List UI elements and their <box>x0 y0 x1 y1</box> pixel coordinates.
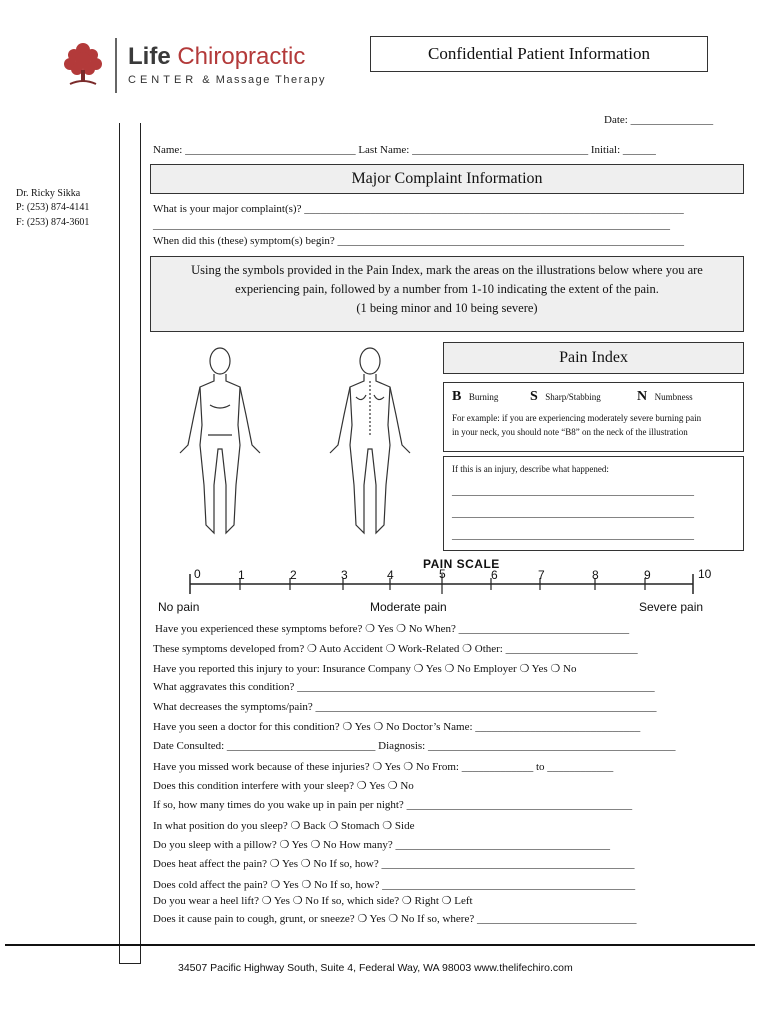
scale-num: 9 <box>644 568 651 582</box>
doctor-fax: F: (253) 874-3601 <box>16 217 90 228</box>
scale-num: 1 <box>238 568 245 582</box>
scale-label-severe: Severe pain <box>639 600 704 614</box>
question-line[interactable]: Does heat affect the pain? ❍ Yes ❍ No If so, how? ______________________________________________ <box>153 858 635 870</box>
scale-num: 2 <box>290 568 297 582</box>
sidebar-bar <box>119 123 141 964</box>
scale-label-moderate: Moderate pain <box>370 600 447 614</box>
legend-burning: B Burning <box>452 389 499 404</box>
complaint-question[interactable]: What is your major complaint(s)? _____________________________________________________________________ <box>153 203 684 215</box>
question-line[interactable]: Have you missed work because of these injuries? ❍ Yes ❍ No From: _____________ to ____________ <box>153 761 614 773</box>
symptom-began-question[interactable]: When did this (these) symptom(s) begin? _______________________________________________________________ <box>153 235 685 247</box>
complaint-title: Major Complaint Information <box>351 170 543 187</box>
scale-num: 3 <box>341 568 348 582</box>
injury-box <box>443 456 744 551</box>
instructions-box <box>150 256 744 332</box>
legend-sharp: S Sharp/Stabbing <box>530 389 601 404</box>
bottom-divider <box>5 944 755 946</box>
pain-index-title-box <box>443 342 744 374</box>
date-field[interactable]: Date: _______________ <box>604 114 714 126</box>
question-line[interactable]: Have you reported this injury to your: Insurance Company ❍ Yes ❍ No Employer ❍ Yes ❍ No <box>153 663 577 675</box>
question-line[interactable]: Does this condition interfere with your sleep? ❍ Yes ❍ No <box>153 780 414 792</box>
question-line[interactable]: If so, how many times do you wake up in pain per night? _________________________________________ <box>153 799 633 811</box>
injury-blank-1[interactable]: ____________________________________________ <box>452 485 694 497</box>
scale-num: 7 <box>538 568 545 582</box>
scale-num: 4 <box>387 568 394 582</box>
logo-tagline: CENTER & Massage Therapy <box>128 74 327 86</box>
question-line[interactable]: What aggravates this condition? _________________________________________________________________ <box>153 681 655 693</box>
scale-num: 6 <box>491 568 498 582</box>
scale-num: 8 <box>592 568 599 582</box>
header-title-box <box>370 36 708 72</box>
pain-scale-title: PAIN SCALE <box>423 557 500 571</box>
scale-label-no-pain: No pain <box>158 600 200 614</box>
page-title: Confidential Patient Information <box>428 44 650 63</box>
question-line[interactable]: Does it cause pain to cough, grunt, or sneeze? ❍ Yes ❍ No If so, where? _____________________________ <box>153 913 637 925</box>
scale-num: 5 <box>439 567 446 581</box>
body-back-illustration-icon[interactable] <box>320 345 420 540</box>
question-line[interactable]: Does cold affect the pain? ❍ Yes ❍ No If so, how? ______________________________________________ <box>153 879 636 891</box>
complaint-title-box <box>150 164 744 194</box>
question-line[interactable]: What decreases the symptoms/pain? ______________________________________________________________ <box>153 701 657 713</box>
footer-address: 34507 Pacific Highway South, Suite 4, Federal Way, WA 98003 www.thelifechiro.com <box>178 962 573 974</box>
pain-index-legend-box <box>443 382 744 452</box>
instructions-line-1: Using the symbols provided in the Pain Index, mark the areas on the illustrations below where you are <box>191 263 703 277</box>
injury-blank-2[interactable]: ____________________________________________ <box>452 507 694 519</box>
scale-num: 10 <box>698 567 712 581</box>
instructions-line-2: experiencing pain, followed by a number from 1-10 indicating the extent of the pain. <box>235 282 659 296</box>
doctor-phone: P: (253) 874-4141 <box>16 202 90 213</box>
example-line-1: For example: if you are experiencing moderately severe burning pain <box>452 413 702 423</box>
question-line[interactable]: Have you experienced these symptoms before? ❍ Yes ❍ No When? _______________________________ <box>155 623 630 635</box>
injury-question: If this is an injury, describe what happened: <box>452 464 609 474</box>
injury-blank-3[interactable]: ____________________________________________ <box>452 529 694 541</box>
question-line[interactable]: Do you sleep with a pillow? ❍ Yes ❍ No How many? _______________________________________ <box>153 839 610 851</box>
question-line[interactable]: Date Consulted: ___________________________ Diagnosis: _____________________________________________ <box>153 740 676 752</box>
complaint-blank[interactable]: ______________________________________________________________________________________________ <box>153 219 670 231</box>
tree-logo-icon <box>62 40 104 88</box>
question-line[interactable]: Have you seen a doctor for this condition? ❍ Yes ❍ No Doctor’s Name: ______________________________ <box>153 721 641 733</box>
question-line[interactable]: Do you wear a heel lift? ❍ Yes ❍ No If so, which side? ❍ Right ❍ Left <box>153 895 473 907</box>
example-line-2: in your neck, you should note “B8” on the neck of the illustration <box>452 427 688 437</box>
logo-divider <box>115 38 117 93</box>
legend-numbness: N Numbness <box>637 389 693 404</box>
pain-index-title: Pain Index <box>559 349 628 366</box>
doctor-name: Dr. Ricky Sikka <box>16 188 81 199</box>
question-line[interactable]: In what position do you sleep? ❍ Back ❍ Stomach ❍ Side <box>153 820 415 832</box>
question-line[interactable]: These symptoms developed from? ❍ Auto Accident ❍ Work-Related ❍ Other: ________________________ <box>153 643 638 655</box>
scale-num: 0 <box>194 567 201 581</box>
logo-name: Life Chiropractic <box>128 43 306 70</box>
instructions-line-3: (1 being minor and 10 being severe) <box>356 301 538 315</box>
body-front-illustration-icon[interactable] <box>170 345 270 540</box>
name-row[interactable]: Name: _______________________________ Last Name: ________________________________ Initial: ______ <box>153 144 656 156</box>
